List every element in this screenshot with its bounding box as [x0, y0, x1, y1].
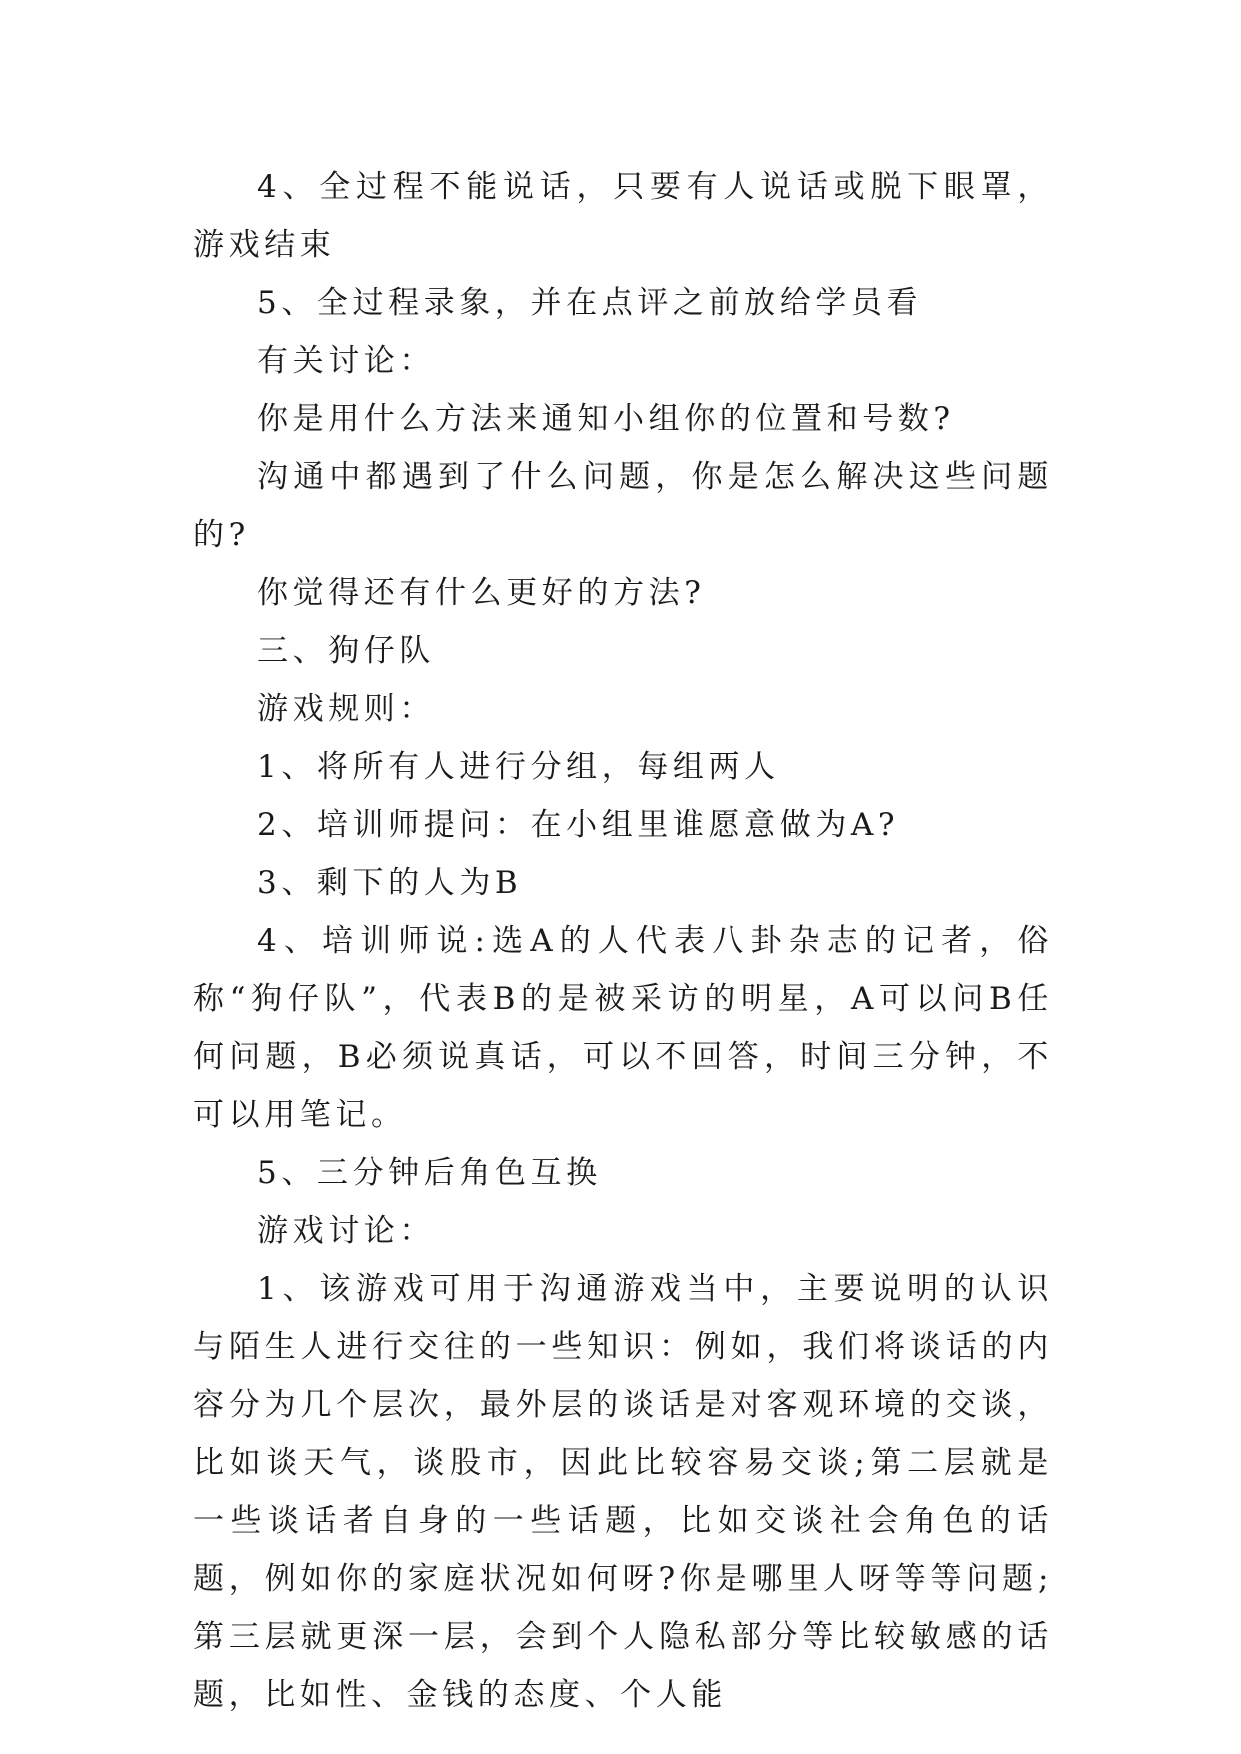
paragraph-game-discussion-heading: 游戏讨论：	[257, 1213, 435, 1249]
paragraph-question-1: 你是用什么方法来通知小组你的位置和号数?	[257, 401, 955, 437]
paragraph-game-rules-heading: 游戏规则：	[257, 691, 435, 727]
paragraph-game-rule-1: 1、将所有人进行分组，每组两人	[257, 749, 780, 785]
paragraph-question-2: 沟通中都遇到了什么问题，你是怎么解决这些问题的?	[193, 459, 1053, 553]
paragraph-rule-4: 4、全过程不能说话，只要有人说话或脱下眼罩，游戏结束	[193, 169, 1053, 263]
document-page	[193, 158, 1053, 1724]
paragraph-game-rule-2: 2、培训师提问：在小组里谁愿意做为A?	[257, 807, 900, 843]
paragraph-rule-5: 5、全过程录象，并在点评之前放给学员看	[257, 285, 923, 321]
paragraph-game-rule-3: 3、剩下的人为B	[257, 865, 523, 901]
paragraph-question-3: 你觉得还有什么更好的方法?	[257, 575, 706, 611]
paragraph-discussion-heading: 有关讨论：	[257, 343, 435, 379]
paragraph-game-rule-5: 5、三分钟后角色互换	[257, 1155, 602, 1191]
paragraph-game-discussion-1: 1、该游戏可用于沟通游戏当中，主要说明的认识与陌生人进行交往的一些知识：例如，我们将谈话的内容分为几个层次，最外层的谈话是对客观环境的交谈，比如谈天气，谈股市，因此比较容易交谈;第二层就是一些谈话者自身的一些话题，比如交谈社会角色的话题，例如你的家庭状况如何呀?你是哪里人呀等等问题;第三层就更深一层，会到个人隐私部分等比较敏感的话题，比如性、金钱的态度、个人能	[193, 1271, 1053, 1713]
paragraph-game-rule-4: 4、培训师说:选A的人代表八卦杂志的记者，俗称“狗仔队”，代表B的是被采访的明星，A可以问B任何问题，B必须说真话，可以不回答，时间三分钟，不可以用笔记。	[193, 923, 1053, 1133]
section-heading-paparazzi: 三、狗仔队	[257, 633, 435, 669]
